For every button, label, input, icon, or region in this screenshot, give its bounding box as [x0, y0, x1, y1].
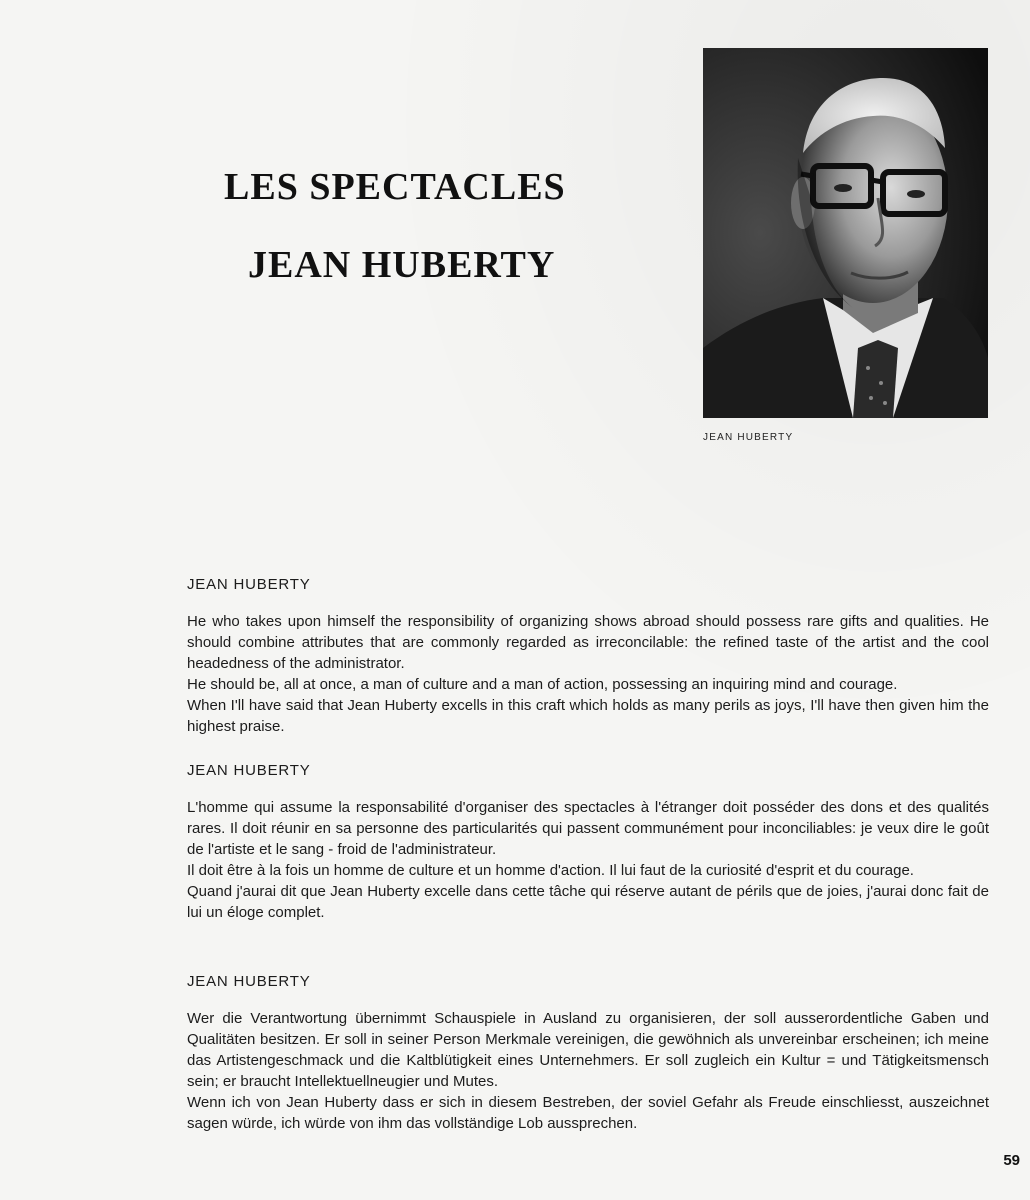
paragraph: Il doit être à la fois un homme de culture et un homme d'action. Il lui faut de la curiosité d'esprit et du courage.	[187, 862, 914, 879]
paragraph: When I'll have said that Jean Huberty excells in this craft which holds as many perils as joys, I'll have then given him the highest praise.	[187, 697, 989, 735]
portrait-illustration	[703, 48, 988, 418]
section-german	[187, 972, 989, 1134]
section-french	[187, 761, 989, 923]
paragraph: Wer die Verantwortung übernimmt Schauspiele in Ausland zu organisieren, der soll ausserordentliche Gaben und Qualitäten besitzen. Er soll in seiner Person Merkmale vereinigen, die gewöhnich als unvereinbar erscheinen; ich meine das Artistengeschmack und die Kaltblütigkeit eines Unternehmers. Er soll zugleich ein Kultur = und Tätigkeitsmensch sein; er braucht Intellektuellneugier und Mutes.	[187, 1010, 989, 1090]
section-heading: JEAN HUBERTY	[187, 973, 311, 990]
paragraph: He should be, all at once, a man of culture and a man of action, possessing an inquiring mind and courage.	[187, 676, 898, 693]
section-heading: JEAN HUBERTY	[187, 576, 311, 593]
title-line-2: JEAN HUBERTY	[248, 244, 556, 286]
paragraph: L'homme qui assume la responsabilité d'organiser des spectacles à l'étranger doit posséder des dons et des qualités rares. Il doit réunir en sa personne des particularités qui passent communément pour inconciliables: je veux dire le goût de l'artiste et le sang - froid de l'administrateur.	[187, 799, 989, 858]
paragraph: Wenn ich von Jean Huberty dass er sich in diesem Bestreben, der soviel Gefahr als Freude einschliesst, auszeichnet sagen würde, ich würde von ihm das vollständige Lob aussprechen.	[187, 1094, 989, 1132]
paragraph: He who takes upon himself the responsibility of organizing shows abroad should possess rare gifts and qualities. He should combine attributes that are commonly regarded as irreconcilable: the refined taste of the artist and the cool headedness of the administrator.	[187, 613, 989, 672]
paragraph: Quand j'aurai dit que Jean Huberty excelle dans cette tâche qui réserve autant de périls que de joies, j'aurai donc fait de lui un éloge complet.	[187, 883, 989, 921]
portrait-photo	[703, 48, 988, 418]
section-heading: JEAN HUBERTY	[187, 762, 311, 779]
page-number: 59	[1003, 1152, 1020, 1169]
section-english	[187, 575, 989, 737]
photo-caption: JEAN HUBERTY	[703, 432, 794, 443]
title-line-1: LES SPECTACLES	[224, 166, 566, 208]
